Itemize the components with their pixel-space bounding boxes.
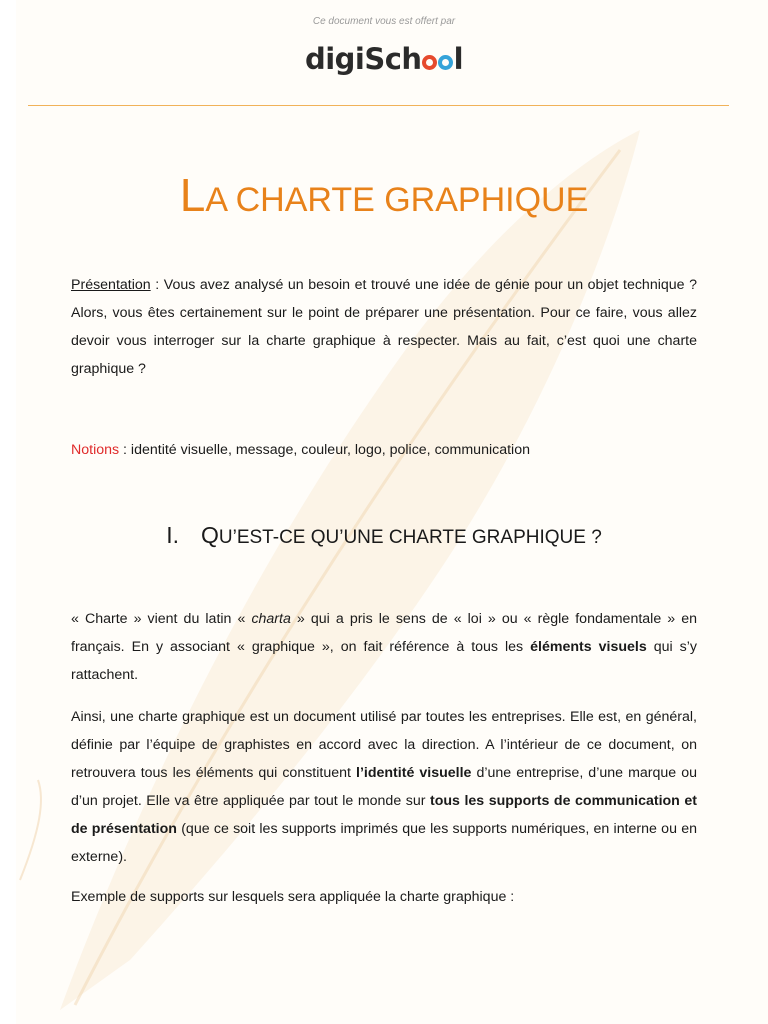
logo-text-prefix: digiSch [304, 42, 422, 76]
offered-by-text: Ce document vous est offert par [312, 16, 456, 27]
presentation-label: Présentation [71, 277, 151, 293]
paragraph-charte-origin [71, 605, 697, 689]
presentation-paragraph [71, 271, 697, 383]
p1-text-3: qui s’y rattachent. [71, 639, 697, 683]
notions-text: : identité visuelle, message, couleur, logo, police, communication [119, 442, 530, 458]
logo-rings-icon [422, 42, 454, 76]
paragraph-charte-definition [71, 703, 697, 871]
header-divider [28, 105, 729, 106]
digischool-logo [0, 42, 768, 76]
p2-text-2: d’une entreprise, d’une marque ou d’un projet. Elle va être appliquée par tout le monde sur [71, 765, 697, 809]
p2-bold-identite-visuelle: l’identité visuelle [356, 765, 472, 781]
p2-bold-supports: tous les supports de communication et de présentation [71, 793, 697, 837]
p1-charta: charta [251, 611, 291, 627]
title-first-letter: L [179, 169, 206, 221]
notions-line [71, 436, 697, 464]
p1-text-1: « Charte » vient du latin « [71, 611, 252, 627]
section-title-initial: Q [201, 522, 219, 548]
p2-text-3: (que ce soit les supports imprimés que les supports numériques, en interne ou en externe). [71, 821, 697, 865]
notions-label: Notions [71, 442, 120, 458]
title-rest: A CHARTE GRAPHIQUE [205, 181, 589, 219]
paragraph-exemple-supports: Exemple de supports sur lesquels sera appliquée la charte graphique : [71, 889, 515, 905]
p1-bold-elements-visuels: éléments visuels [530, 639, 647, 655]
page-title [0, 168, 768, 222]
section-number: I. [166, 522, 179, 548]
section-title-rest: U’EST-CE QU’UNE CHARTE GRAPHIQUE ? [218, 527, 602, 548]
presentation-text: : Vous avez analysé un besoin et trouvé une idée de génie pour un objet technique ? Alors, vous êtes certainement sur le point de préparer une présentation. Pour ce faire, vous allez devoir vous interroger sur la charte graphique à respecter. Mais au fait, c’est quoi une charte graphique ? [71, 277, 697, 377]
logo-text-suffix: l [453, 42, 464, 76]
p2-text-1: Ainsi, une charte graphique est un document utilisé par toutes les entreprises. Elle est, en général, définie par l’équipe de graphistes en accord avec la direction. A l’intérieur de ce document, on retrouvera tous les éléments qui constituent [71, 709, 697, 781]
p1-text-2: » qui a pris le sens de « loi » ou « règle fondamentale » en français. En y associant « graphique », on fait référence à tous les [71, 611, 697, 655]
section-heading-1 [0, 522, 768, 549]
